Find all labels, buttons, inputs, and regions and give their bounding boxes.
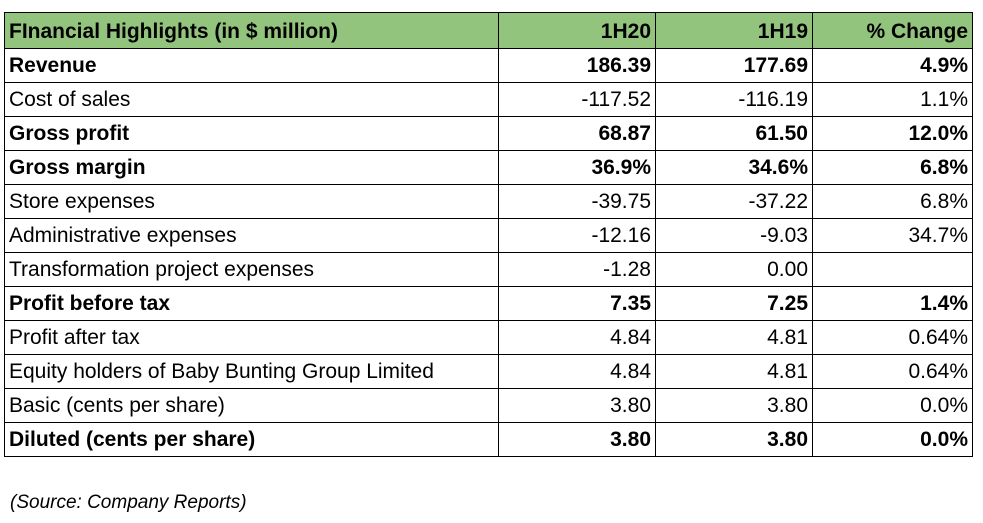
- cell-1h19: -116.19: [656, 83, 813, 117]
- header-label: FInancial Highlights (in $ million): [5, 13, 499, 49]
- cell-percent-change: 1.4%: [813, 287, 973, 321]
- cell-1h20: 4.84: [499, 355, 656, 389]
- header-row: [5, 13, 973, 49]
- row-label: Profit before tax: [5, 287, 499, 321]
- header-percent-change: % Change: [813, 13, 973, 49]
- cell-1h20: -12.16: [499, 219, 656, 253]
- cell-percent-change: 4.9%: [813, 49, 973, 83]
- table-row: [5, 83, 973, 117]
- cell-1h19: 34.6%: [656, 151, 813, 185]
- row-label: Gross margin: [5, 151, 499, 185]
- header-1h20: 1H20: [499, 13, 656, 49]
- row-label: Revenue: [5, 49, 499, 83]
- cell-1h20: -1.28: [499, 253, 656, 287]
- row-label: Administrative expenses: [5, 219, 499, 253]
- table-row: [5, 389, 973, 423]
- financial-highlights-table: [4, 12, 973, 457]
- cell-1h20: 186.39: [499, 49, 656, 83]
- table-row: [5, 287, 973, 321]
- cell-1h19: 177.69: [656, 49, 813, 83]
- table-row: [5, 253, 973, 287]
- cell-1h20: -39.75: [499, 185, 656, 219]
- cell-1h19: 4.81: [656, 321, 813, 355]
- cell-percent-change: 6.8%: [813, 185, 973, 219]
- table-row: [5, 219, 973, 253]
- cell-1h19: -9.03: [656, 219, 813, 253]
- cell-1h20: 36.9%: [499, 151, 656, 185]
- cell-percent-change: 0.64%: [813, 355, 973, 389]
- cell-percent-change: [813, 253, 973, 287]
- table-row: [5, 151, 973, 185]
- row-label: Equity holders of Baby Bunting Group Limited: [5, 355, 499, 389]
- header-1h19: 1H19: [656, 13, 813, 49]
- row-label: Profit after tax: [5, 321, 499, 355]
- cell-1h20: 3.80: [499, 423, 656, 457]
- table-row: [5, 185, 973, 219]
- table-row: [5, 355, 973, 389]
- cell-percent-change: 34.7%: [813, 219, 973, 253]
- row-label: Transformation project expenses: [5, 253, 499, 287]
- cell-percent-change: 12.0%: [813, 117, 973, 151]
- table-row: [5, 321, 973, 355]
- cell-1h20: 4.84: [499, 321, 656, 355]
- cell-1h19: 0.00: [656, 253, 813, 287]
- cell-1h20: 68.87: [499, 117, 656, 151]
- cell-1h19: -37.22: [656, 185, 813, 219]
- cell-1h19: 3.80: [656, 423, 813, 457]
- row-label: Diluted (cents per share): [5, 423, 499, 457]
- cell-1h19: 61.50: [656, 117, 813, 151]
- cell-1h20: -117.52: [499, 83, 656, 117]
- cell-1h19: 3.80: [656, 389, 813, 423]
- cell-1h20: 3.80: [499, 389, 656, 423]
- source-note: (Source: Company Reports): [10, 492, 247, 513]
- cell-percent-change: 1.1%: [813, 83, 973, 117]
- cell-1h19: 4.81: [656, 355, 813, 389]
- cell-percent-change: 0.0%: [813, 389, 973, 423]
- table-row: [5, 117, 973, 151]
- table-row: [5, 423, 973, 457]
- cell-percent-change: 0.64%: [813, 321, 973, 355]
- cell-percent-change: 6.8%: [813, 151, 973, 185]
- row-label: Basic (cents per share): [5, 389, 499, 423]
- table-row: [5, 49, 973, 83]
- row-label: Gross profit: [5, 117, 499, 151]
- row-label: Store expenses: [5, 185, 499, 219]
- cell-1h19: 7.25: [656, 287, 813, 321]
- cell-1h20: 7.35: [499, 287, 656, 321]
- row-label: Cost of sales: [5, 83, 499, 117]
- cell-percent-change: 0.0%: [813, 423, 973, 457]
